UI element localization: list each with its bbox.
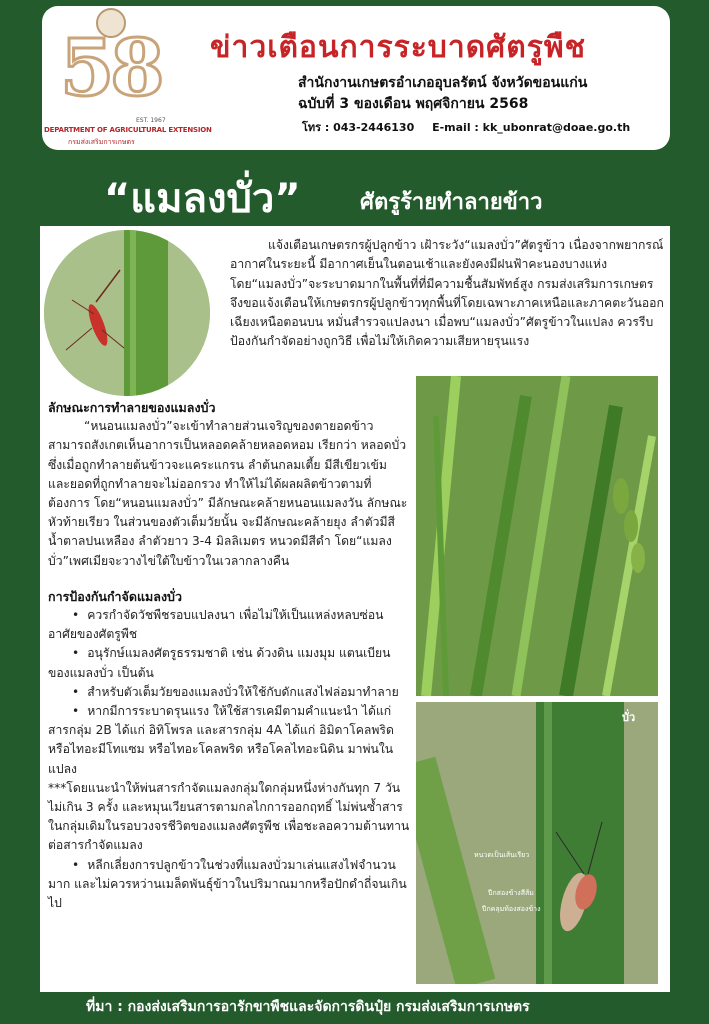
photo-label-antenna: หนวดเป็นเส้นเรียว [474, 851, 530, 859]
prevention-item: • อนุรักษ์แมลงศัตรูธรรมชาติ เช่น ด้วงดิน แมงมุม แตนเบียนของแมลงบั่ว เป็นต้น [48, 644, 410, 682]
logo-department-th: กรมส่งเสริมการเกษตร [68, 138, 135, 146]
logo-department-en: DEPARTMENT OF AGRICULTURAL EXTENSION [44, 126, 212, 134]
prevention-section-title: การป้องกันกำจัดแมลงบั่ว [48, 588, 183, 604]
adult-gall-midge-photo [416, 702, 658, 984]
photo-label-body: ปีกคลุมท้องสองข้าง [482, 905, 541, 913]
logo-est-year: EST. 1967 [136, 117, 166, 124]
photo-label-wing: ปีกสองข้างสีส้ม [488, 889, 534, 897]
logo-anniversary-number: 58 [60, 23, 161, 114]
header-card [42, 6, 670, 150]
office-name: สำนักงานเกษตรอำเภออุบลรัตน์ จังหวัดขอนแก่น [298, 75, 588, 91]
prevention-item: • หากมีการระบาดรุนแรง ให้ใช้สารเคมีตามคำแนะนำ ได้แก่ สารกลุ่ม 2B ได้แก่ อิทิโพรล และสารกลุ่ม 4A ได้แก่ อิมิดาโคลพริด หรือไทอะมีโทแซม หรือไทอะโคลพริด หรือโคลไทอะนิดิน มาพ่นในแปลง [48, 702, 410, 779]
issue-number: ฉบับที่ 3 ของเดือน พฤศจิกายน 2568 [298, 96, 529, 112]
damage-description: “หนอนแมลงบั่ว”จะเข้าทำลายส่วนเจริญของตายอดข้าว สามารถสังเกตเห็นอาการเป็นหลอดคล้ายหลอดหอม เรียกว่า หลอดบั่ว ซึ่งเมื่อถูกทำลายต้นข้าวจะแคระแกรน ลำต้นกลมเตี้ย มีสีเขียวเข้ม และยอดที่ถูกทำลายจะไม่ออกรวง ทำให้ไม่ได้ผลผลิตข้าวตามที่ต้องการ โดย“หนอนแมลงบั่ว” มีลักษณะคล้ายหนอนแมลงวัน ลักษณะหัวท้ายเรียว ในส่วนของตัวเต็มวัยนั้น จะมีลักษณะคล้ายยุง ลำตัวมีสีน้ำตาลปนเหลือง ลำตัวยาว 3-4 มิลลิเมตร หนวดมีสีดำ โดย“แมลงบั่ว”เพศเมียจะวางไข่ใต้ใบข้าวในเวลากลางคืน [48, 419, 408, 568]
prevention-item: • ควรกำจัดวัชพืชรอบแปลงนา เพื่อไม่ให้เป็นแหล่งหลบซ่อนอาศัยของศัตรูพืช [48, 606, 410, 644]
department-logo [42, 6, 212, 150]
gall-midge-circle-photo [44, 230, 210, 396]
left-column [48, 398, 410, 913]
prevention-item-last: • หลีกเลี่ยงการปลูกข้าวในช่วงที่แมลงบั่วมาเล่นแสงไฟจำนวนมาก และไม่ควรหว่านเมล็ดพันธุ์ข้าวในปริมาณมากหรือปักดำถี่จนเกินไป [48, 856, 410, 914]
phone-number: โทร : 043-2446130 [302, 121, 415, 134]
prevention-item: • สำหรับตัวเต็มวัยของแมลงบั่วให้ใช้กับดักแสงไฟล่อมาทำลาย [48, 683, 410, 702]
damage-section-title: ลักษณะการทำลายของแมลงบั่ว [48, 400, 216, 415]
intro-paragraph: แจ้งเตือนเกษตรกรผู้ปลูกข้าว เฝ้าระวัง“แมลงบั่ว”ศัตรูข้าว เนื่องจากพยากรณ์อากาศในระยะนี้ มีอากาศเย็นในตอนเช้าและยังคงมีฝนฟ้าคะนองบางแห่ง โดย“แมลงบั่ว”จะระบาดมากในพื้นที่ที่มีความชื้นสัมพัทธ์สูง กรมส่งเสริมการเกษตรจึงขอแจ้งเตือนให้เกษตรกรผู้ปลูกข้าวทุกพื้นที่โดยเฉพาะภาคเหนือและภาคตะวันออกเฉียงเหนือตอนบน หมั่นสำรวจแปลงนา เมื่อพบ“แมลงบั่ว”ศัตรูข้าวในแปลง ควรรีบป้องกันกำจัดอย่างถูกวิธี เพื่อไม่ให้เกิดความเสียหายรุนแรง [230, 238, 664, 349]
source-footer: ที่มา : กองส่งเสริมการอารักขาพืชและจัดการดินปุ๋ย กรมส่งเสริมการเกษตร [86, 999, 530, 1015]
prevention-note: ***โดยแนะนำให้พ่นสารกำจัดแมลงกลุ่มใดกลุ่มหนึ่งห่างกันทุก 7 วันไม่เกิน 3 ครั้ง และหมุนเวียนสารตามกลไกการออกฤทธิ์ ไม่พ่นซ้ำสารในกลุ่มเดิมในรอบวงจรชีวิตของแมลงศัตรูพืช เพื่อชะลอความต้านทานต่อสารกำจัดแมลง [48, 780, 410, 853]
headline-main: “แมลงบั่ว” [104, 176, 301, 222]
headline [0, 160, 709, 224]
photo-label-corner: บั่ว [622, 711, 636, 724]
bulletin-title: ข่าวเตือนการระบาดศัตรูพืช [210, 30, 586, 65]
rice-field-photo [416, 376, 658, 696]
headline-sub: ศัตรูร้ายทำลายข้าว [360, 190, 543, 215]
email-address: E-mail : kk_ubonrat@doae.go.th [432, 121, 631, 134]
contact-line [302, 118, 630, 136]
content-panel [40, 226, 670, 992]
